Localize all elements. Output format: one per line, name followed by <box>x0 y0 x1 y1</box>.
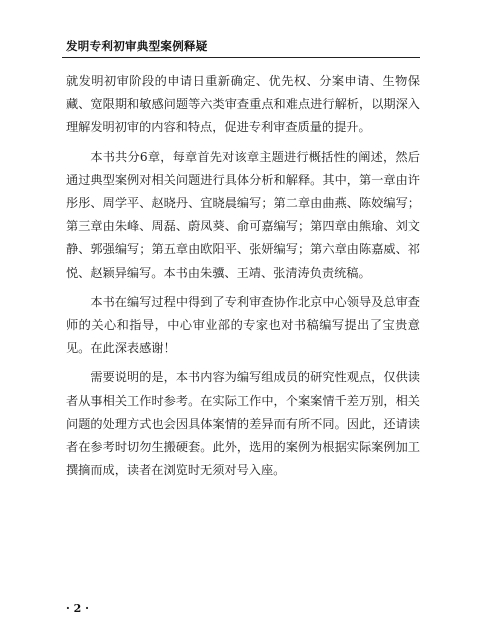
page-number: · 2 · <box>66 602 89 615</box>
paragraph-book-structure: 本书共分6章，每章首先对该章主题进行概括性的阐述，然后通过典型案例对相关问题进行具体分析和解释。其中，第一章由许彤彤、周学平、赵晓丹、宜晓晨编写；第二章由曲燕、陈姣编写；第三章由朱峰、周磊、蔚凤葵、俞可嘉编写；第四章由熊瑜、刘文静、郭强编写；第五章由欧阳平、张妍编写；第六章由陈嘉威、祁悦、赵颖异编写。本书由朱骥、王靖、张清涛负责统稿。 <box>66 149 420 280</box>
running-header-title: 发明专利初审典型案例释疑 <box>66 39 208 53</box>
header-divider <box>62 57 420 58</box>
paragraph-acknowledgement: 本书在编写过程中得到了专利审查协作北京中心领导及总审查师的关心和指导，中心审业部的专家也对书稿编写提出了宝贵意见。在此深表感谢！ <box>66 294 420 356</box>
paragraph-disclaimer: 需要说明的是，本书内容为编写组成员的研究性观点，仅供读者从事相关工作时参考。在实际工作中，个案案情千差万别，相关问题的处理方式也会因具体案情的差异而有所不同。因此，还请读者在参考时切勿生搬硬套。此外，选用的案例为根据实际案例加工撰摘而成，读者在浏览时无须对号入座。 <box>66 370 420 478</box>
paragraph-continuation: 就发明初审阶段的申请日重新确定、优先权、分案申请、生物保藏、宽限期和敏感问题等六类审查重点和难点进行解析，以期深入理解发明初审的内容和特点，促进专利审查质量的提升。 <box>66 74 420 135</box>
body-text <box>66 70 420 488</box>
